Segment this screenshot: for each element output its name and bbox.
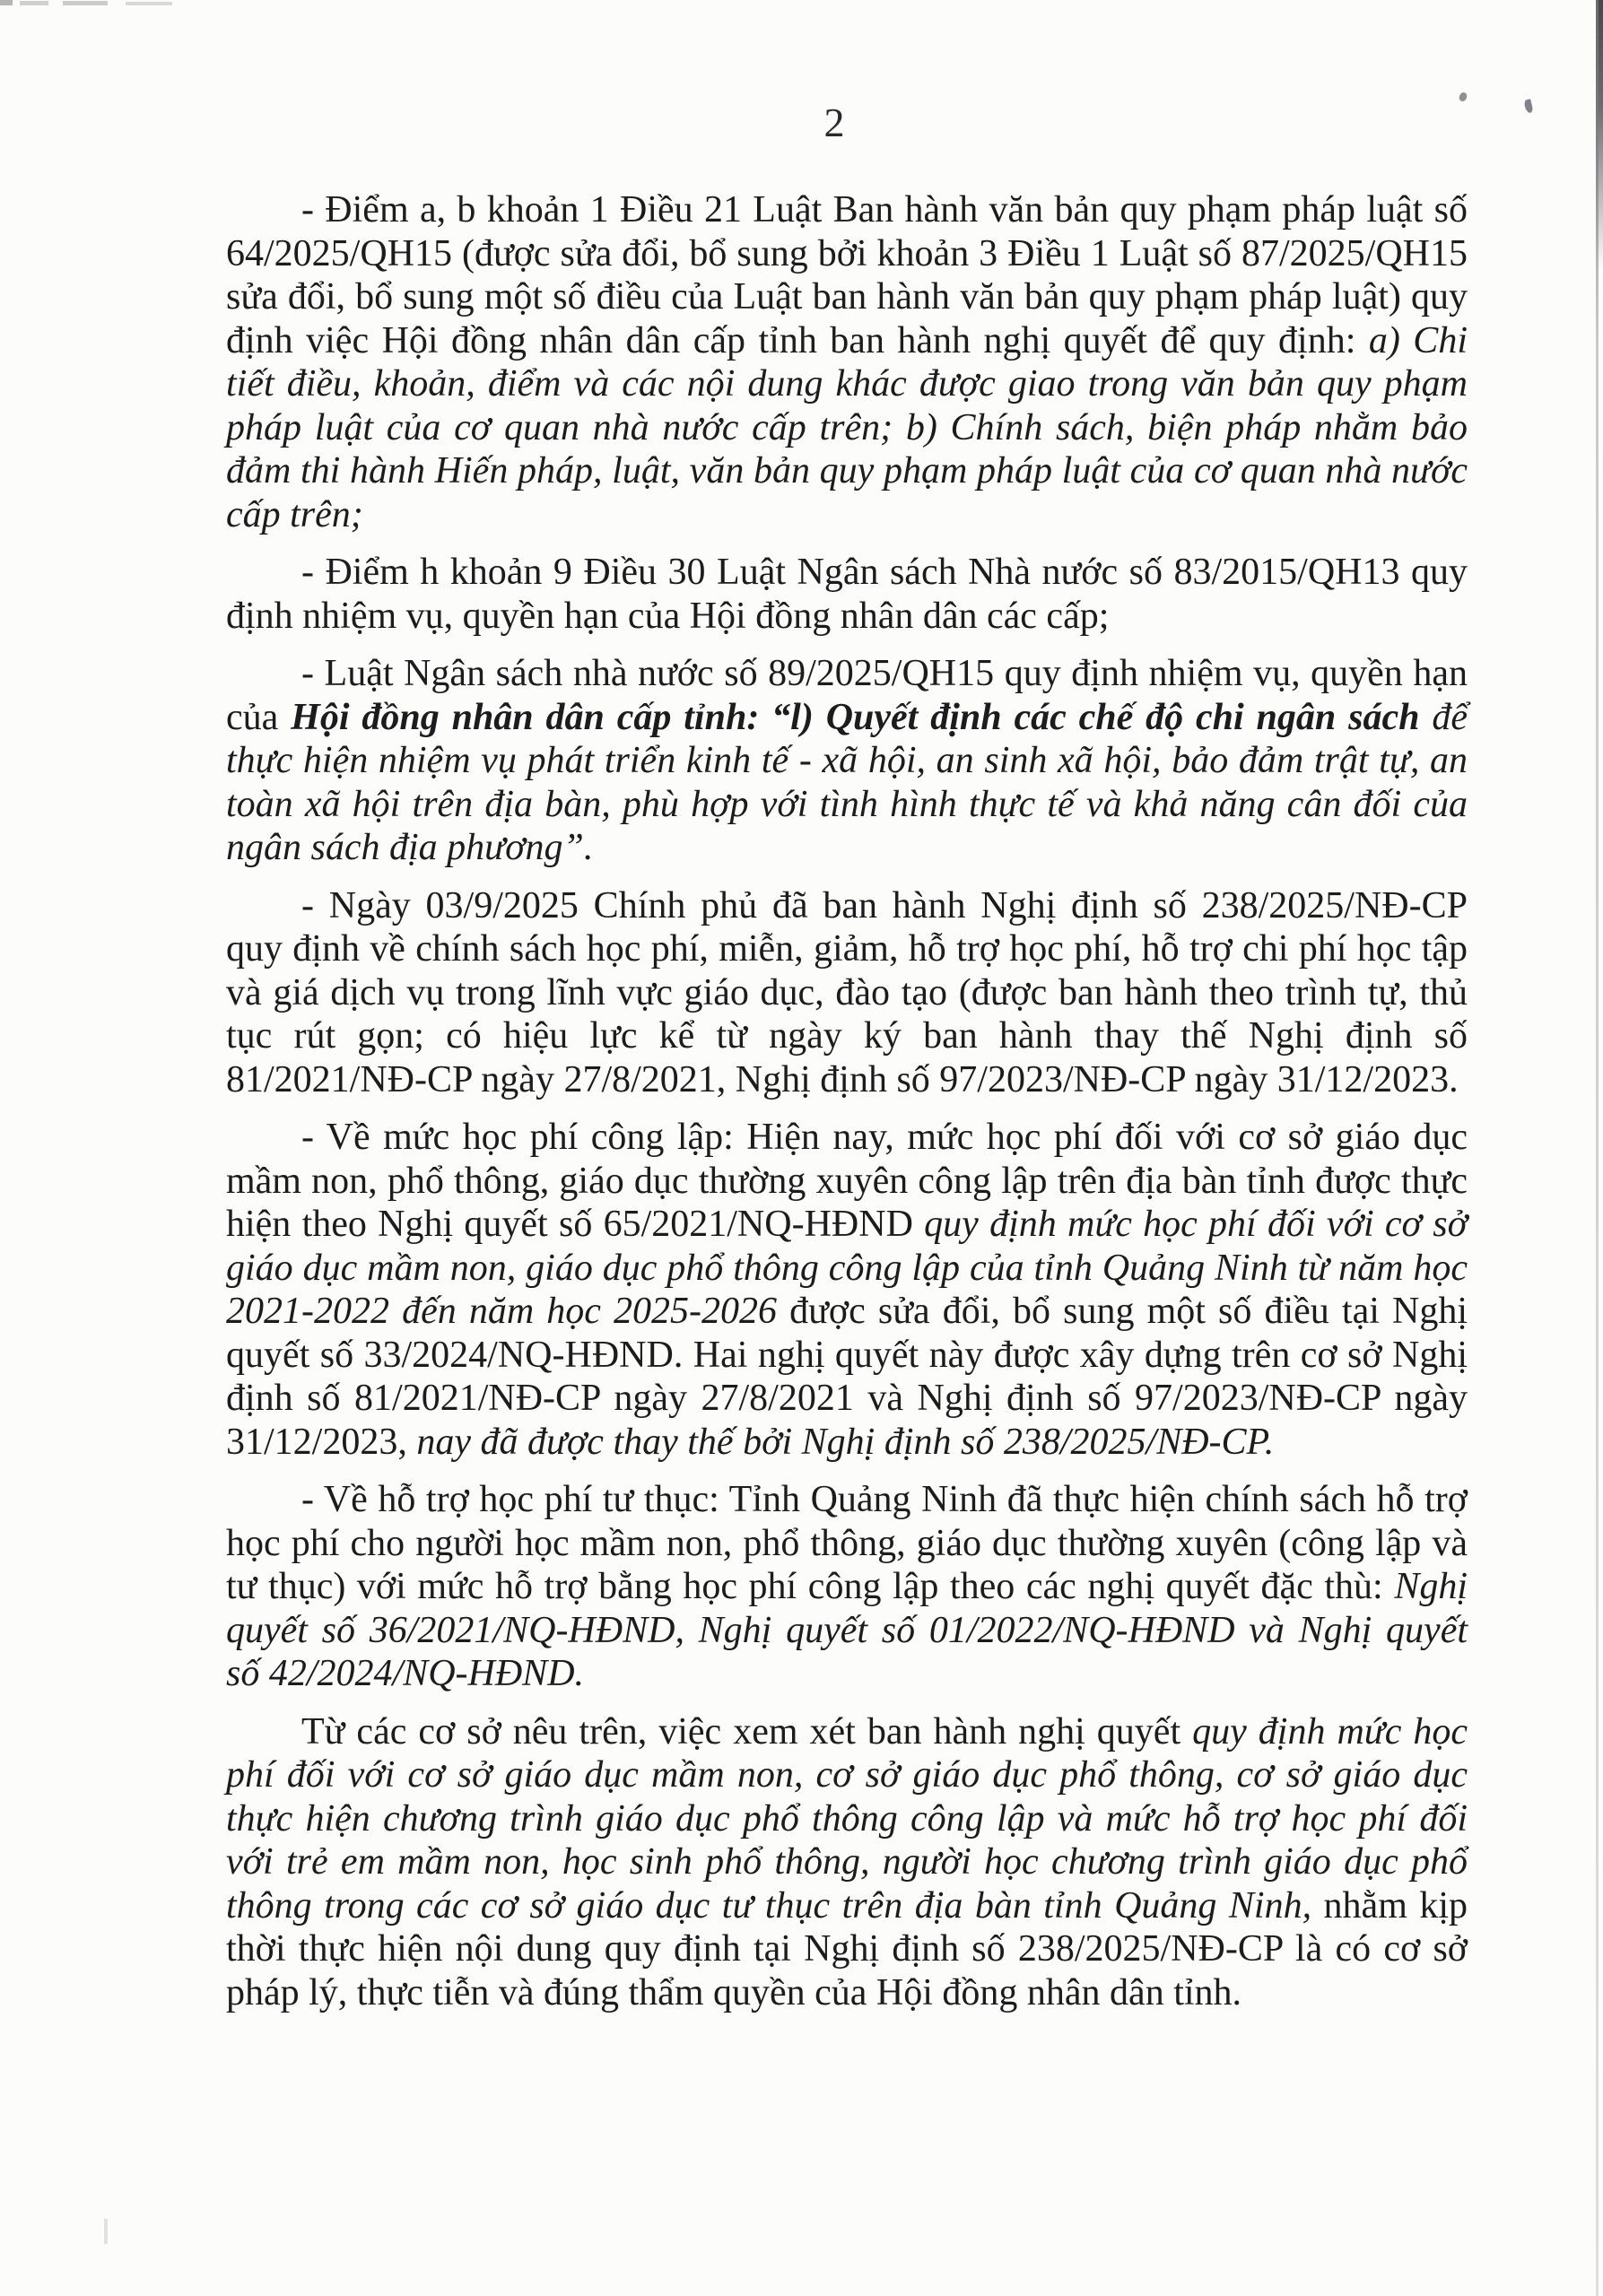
text-run: a) Chi tiết điều, khoản, điểm và các nội dung khác được giao trong văn bản quy phạm pháp luật của cơ quan nhà nước cấp trên; b) Chính sách, biện pháp nhằm bảo đảm thi hành Hiến pháp, luật, văn bản quy phạm pháp luật của cơ quan nhà nước cấp trên; (226, 319, 1468, 535)
scan-artifact-top-edge (0, 0, 13, 5)
page-number: 2 (823, 100, 845, 145)
text-run: - Điểm h khoản 9 Điều 30 Luật Ngân sách Nhà nước số 83/2015/QH13 quy định nhiệm vụ, quyền hạn của Hội đồng nhân dân các cấp; (226, 552, 1468, 637)
paragraph (226, 1116, 1468, 1464)
scan-speck (1523, 99, 1533, 113)
text-run: quy định mức học phí đối với cơ sở giáo dục mầm non, giáo dục phổ thông công lập của tỉnh Quảng Ninh từ năm học 2021-2022 đến năm học 2025-2026 (226, 1204, 1468, 1332)
scan-speck (104, 2219, 108, 2244)
scan-artifact-top-edge (126, 2, 172, 5)
text-run: - Ngày 03/9/2025 Chính phủ đã ban hành Nghị định số 238/2025/NĐ-CP quy định về chính sách học phí, miễn, giảm, hỗ trợ học phí, hỗ trợ chi phí học tập và giá dịch vụ trong lĩnh vực giáo dục, đào tạo (được ban hành theo trình tự, thủ tục rút gọn; có hiệu lực kể từ ngày ký ban hành thay thế Nghị định số 81/2021/NĐ-CP ngày 27/8/2021, Nghị định số 97/2023/NĐ-CP ngày 31/12/2023. (226, 884, 1468, 1100)
text-run: Hội đồng nhân dân cấp tỉnh: “l) Quyết định các chế độ chi ngân sách (291, 696, 1433, 738)
text-run: - Điểm a, b khoản 1 Điều 21 Luật Ban hành văn bản quy phạm pháp luật số 64/2025/QH15 (được sửa đổi, bổ sung bởi khoản 3 Điều 1 Luật số 87/2025/QH15 sửa đổi, bổ sung một số điều của Luật ban hành văn bản quy phạm pháp luật) quy định việc Hội đồng nhân dân cấp tỉnh ban hành nghị quyết để quy định: (226, 189, 1468, 361)
scan-speck (1458, 91, 1468, 102)
text-run: quy định mức học phí đối với cơ sở giáo dục mầm non, cơ sở giáo dục phổ thông, cơ sở giáo dục thực hiện chương trình giáo dục phổ thông công lập và mức hỗ trợ học phí đối với trẻ em mầm non, học sinh phổ thông, người học chương trình giáo dục phổ thông trong các cơ sở giáo dục tư thục trên địa bàn tỉnh Quảng Ninh, (226, 1710, 1468, 1926)
document-body (226, 188, 1468, 2029)
scan-artifact-top-edge (20, 1, 48, 5)
scan-artifact-top-edge (63, 1, 108, 5)
text-run: được sửa đổi, bổ sung một số điều tại Nghị quyết số 33/2024/NQ-HĐND. Hai nghị quyết này được xây dựng trên cơ sở Nghị định số 81/2021/NĐ-CP ngày 27/8/2021 và Nghị định số 97/2023/NĐ-CP ngày 31/12/2023, (226, 1291, 1468, 1463)
paragraph (226, 551, 1468, 638)
paragraph (226, 652, 1468, 870)
paragraph (226, 1710, 1468, 2015)
text-run: - Luật Ngân sách nhà nước số 89/2025/QH15 quy định nhiệm vụ, quyền hạn của (226, 653, 1468, 738)
text-run: - Về mức học phí công lập: Hiện nay, mức học phí đối với cơ sở giáo dục mầm non, phổ thông, giáo dục thường xuyên công lập trên địa bàn tỉnh được thực hiện theo Nghị quyết số 65/2021/NQ-HĐND (226, 1117, 1468, 1245)
text-run: - Về hỗ trợ học phí tư thục: Tỉnh Quảng Ninh đã thực hiện chính sách hỗ trợ học phí cho người học mầm non, phổ thông, giáo dục thường xuyên (công lập và tư thục) với mức hỗ trợ bằng học phí công lập theo các nghị quyết đặc thù: (226, 1479, 1468, 1607)
paragraph (226, 1478, 1468, 1696)
scan-edge-shadow (1596, 0, 1603, 269)
text-run: nhằm kịp thời thực hiện nội dung quy định tại Nghị định số 238/2025/NĐ-CP là có cơ sở pháp lý, thực tiễn và đúng thẩm quyền của Hội đồng nhân dân tỉnh. (226, 1884, 1468, 2013)
text-run: để thực hiện nhiệm vụ phát triển kinh tế - xã hội, an sinh xã hội, bảo đảm trật tự, an toàn xã hội trên địa bàn, phù hợp với tình hình thực tế và khả năng cân đối của ngân sách địa phương”. (226, 696, 1468, 868)
text-run: Nghị quyết số 36/2021/NQ-HĐND, Nghị quyết số 01/2022/NQ-HĐND và Nghị quyết số 42/2024/NQ-HĐND. (226, 1566, 1468, 1694)
paragraph (226, 188, 1468, 536)
text-run: Từ các cơ sở nêu trên, việc xem xét ban hành nghị quyết (301, 1710, 1193, 1752)
text-run: nay đã được thay thế bởi Nghị định số 238/2025/NĐ-CP. (416, 1421, 1275, 1463)
paragraph (226, 884, 1468, 1102)
scan-edge-line (1596, 0, 1599, 2296)
